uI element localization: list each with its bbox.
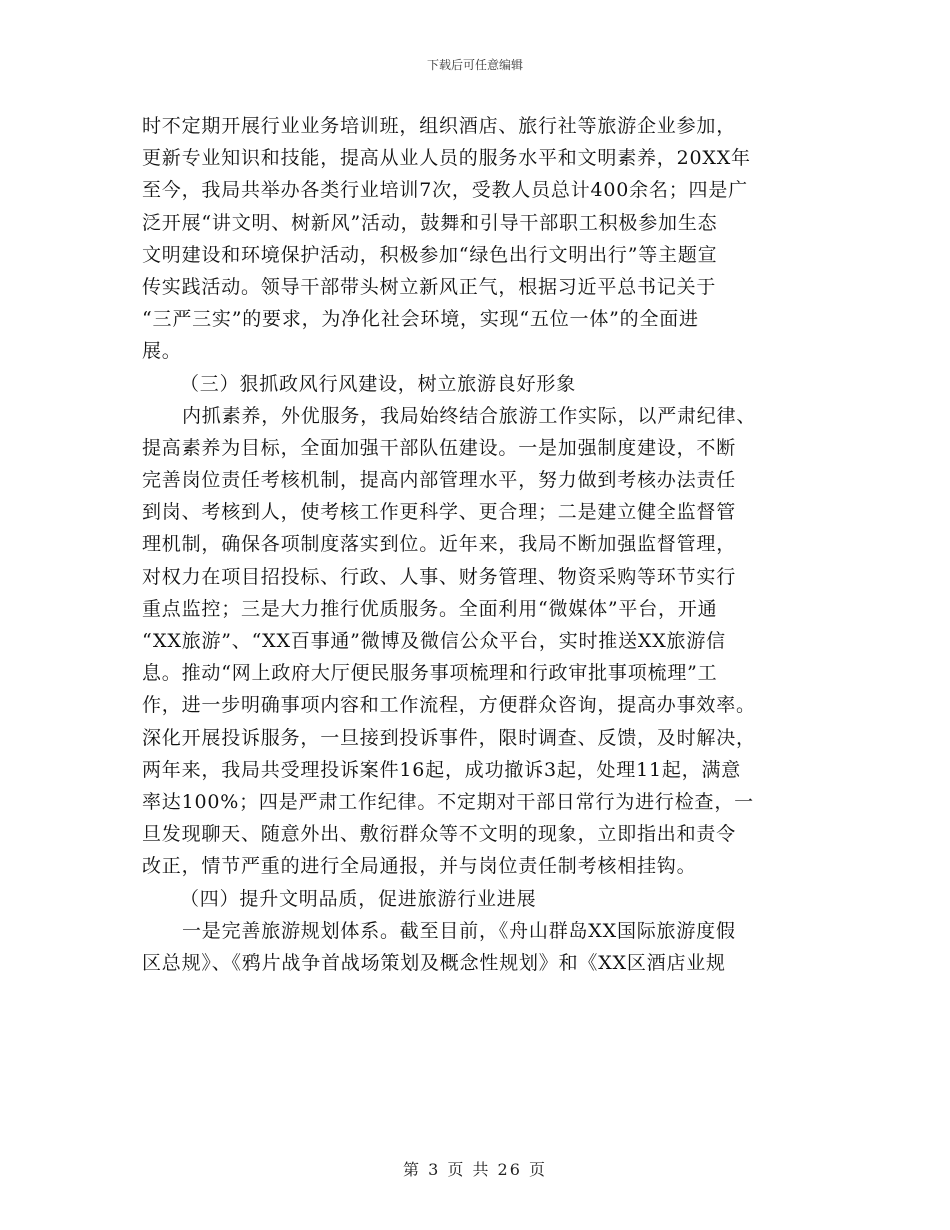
body-line: 展。	[142, 340, 182, 363]
body-line: 作，进一步明确事项内容和工作流程，方便群众咨询，提高办事效率。	[142, 694, 756, 717]
body-line: 文明建设和环境保护活动，积极参加“绿色出行文明出行”等主题宣	[142, 243, 718, 266]
body-line: 理机制，确保各项制度落实到位。近年来，我局不断加强监督管理，	[142, 533, 737, 556]
section-heading: （三）狠抓政风行风建设，树立旅游良好形象	[180, 372, 577, 395]
body-line: 深化开展投诉服务，一旦接到投诉事件，限时调查、反馈，及时解决，	[142, 726, 756, 749]
body-line: “三严三实”的要求，为净化社会环境，实现“五位一体”的全面进	[142, 308, 699, 331]
body-line: 提高素养为目标，全面加强干部队伍建设。一是加强制度建设，不断	[142, 436, 737, 459]
body-line: 更新专业知识和技能，提高从业人员的服务水平和文明素养，20XX年	[142, 147, 751, 170]
paragraph-first-line: 一是完善旅游规划体系。截至目前，《舟山群岛XX国际旅游度假	[182, 919, 736, 942]
body-line: 率达100%；四是严肃工作纪律。不定期对干部日常行为进行检查，一	[142, 790, 754, 813]
paragraph-first-line: 内抓素养，外优服务，我局始终结合旅游工作实际，以严肃纪律、	[182, 404, 757, 427]
page-number-footer: 第 3 页 共 26 页	[403, 1160, 547, 1179]
body-line: 息。推动“网上政府大厅便民服务事项梳理和行政审批事项梳理”工	[142, 662, 718, 685]
body-line: 改正，情节严重的进行全局通报，并与岗位责任制考核相挂钩。	[142, 855, 697, 878]
body-line: 重点监控；三是大力推行优质服务。全面利用“微媒体”平台，开通	[142, 597, 718, 620]
body-line: 区总规》、《鸦片战争首战场策划及概念性规划》和《XX区酒店业规	[142, 951, 726, 974]
body-line: 完善岗位责任考核机制，提高内部管理水平，努力做到考核办法责任	[142, 469, 737, 492]
body-line: 到岗、考核到人，使考核工作更科学、更合理；二是建立健全监督管	[142, 501, 737, 524]
page-header-note: 下载后可任意编辑	[426, 58, 523, 72]
body-line: 对权力在项目招投标、行政、人事、财务管理、物资采购等环节实行	[142, 565, 737, 588]
document-body	[142, 110, 810, 979]
section-heading: （四）提升文明品质，促进旅游行业进展	[180, 887, 537, 910]
body-line: 两年来，我局共受理投诉案件16起，成功撤诉3起，处理11起，满意	[142, 758, 742, 781]
body-line: 时不定期开展行业业务培训班，组织酒店、旅行社等旅游企业参加，	[142, 115, 737, 137]
body-line: 泛开展“讲文明、树新风”活动，鼓舞和引导干部职工积极参加生态	[142, 211, 718, 234]
body-line: “XX旅游”、“XX百事通”微博及微信公众平台，实时推送XX旅游信	[142, 630, 726, 652]
body-line: 传实践活动。领导干部带头树立新风正气，根据习近平总书记关于	[142, 275, 717, 298]
body-line: 旦发现聊天、随意外出、敷衍群众等不文明的现象，立即指出和责令	[142, 823, 737, 846]
body-line: 至今，我局共举办各类行业培训7次，受教人员总计400余名；四是广	[142, 179, 748, 202]
